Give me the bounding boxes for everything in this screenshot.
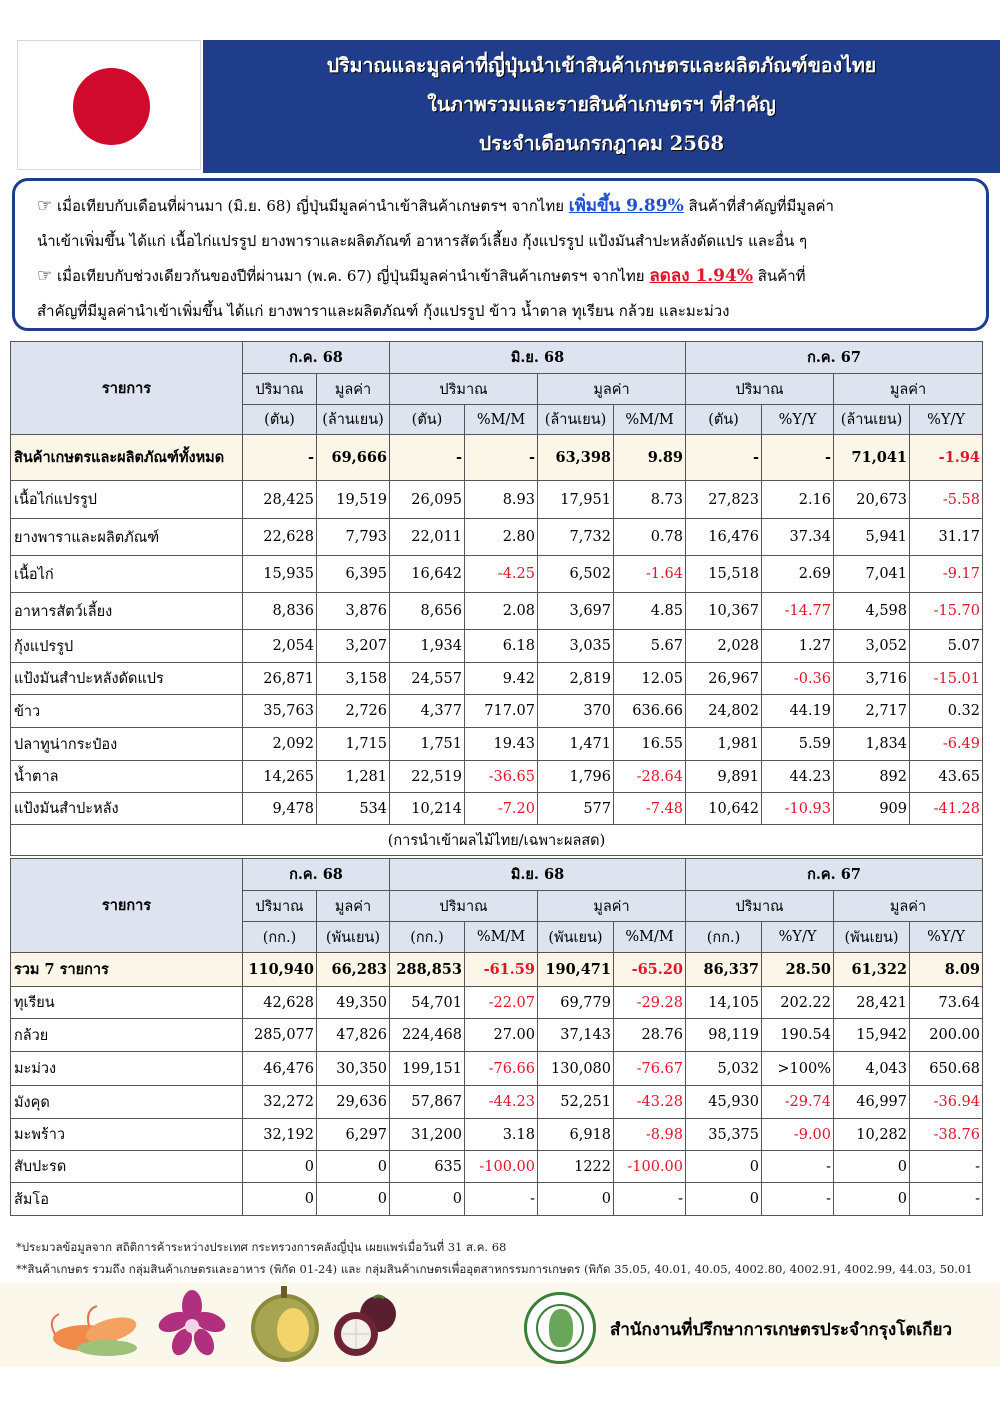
unit-header: (ล้านเยน) bbox=[834, 405, 910, 435]
table-cell: 288,853 bbox=[390, 953, 465, 987]
table-cell: -38.76 bbox=[910, 1119, 983, 1151]
table-cell: 190,471 bbox=[538, 953, 614, 987]
row-label: เนื้อไก่แปรรูป bbox=[11, 481, 243, 519]
table-cell: 22,519 bbox=[390, 761, 465, 793]
table-cell: - bbox=[686, 435, 762, 481]
table-cell: -14.77 bbox=[762, 593, 834, 630]
summary-text: สินค้าที่ bbox=[753, 267, 806, 285]
table-cell: 35,375 bbox=[686, 1119, 762, 1151]
table-cell: -29.74 bbox=[762, 1086, 834, 1119]
table-cell: 86,337 bbox=[686, 953, 762, 987]
table-cell: 19.43 bbox=[465, 728, 538, 761]
table-cell: 3,716 bbox=[834, 663, 910, 695]
table-cell: -22.07 bbox=[465, 987, 538, 1019]
table-cell: 2.69 bbox=[762, 556, 834, 593]
table-cell: 0 bbox=[317, 1151, 390, 1183]
table-row bbox=[11, 481, 983, 519]
column-header-qty: ปริมาณ bbox=[686, 891, 834, 922]
table-cell: 1,715 bbox=[317, 728, 390, 761]
table-cell: 3,697 bbox=[538, 593, 614, 630]
row-label: มังคุด bbox=[11, 1086, 243, 1119]
table-cell: 30,350 bbox=[317, 1052, 390, 1086]
table-cell: 98,119 bbox=[686, 1019, 762, 1052]
row-label: สินค้าเกษตรและผลิตภัณฑ์ทั้งหมด bbox=[11, 435, 243, 481]
row-label: ปลาทูน่ากระป๋อง bbox=[11, 728, 243, 761]
row-label: แป้งมันสำปะหลังดัดแปร bbox=[11, 663, 243, 695]
period-header: มิ.ย. 68 bbox=[390, 342, 686, 374]
table-cell: 27.00 bbox=[465, 1019, 538, 1052]
title-line-1: ปริมาณและมูลค่าที่ญี่ปุ่นนำเข้าสินค้าเกษตรและผลิตภัณฑ์ของไทย bbox=[326, 54, 877, 77]
table-cell: 54,701 bbox=[390, 987, 465, 1019]
table-cell: 69,666 bbox=[317, 435, 390, 481]
table-cell: -61.59 bbox=[465, 953, 538, 987]
table-cell: - bbox=[910, 1151, 983, 1183]
table-cell: 199,151 bbox=[390, 1052, 465, 1086]
table-cell: 3.18 bbox=[465, 1119, 538, 1151]
table-cell: 10,282 bbox=[834, 1119, 910, 1151]
table-cell: 57,867 bbox=[390, 1086, 465, 1119]
unit-header: %M/M bbox=[465, 922, 538, 953]
table-cell: 285,077 bbox=[243, 1019, 317, 1052]
table-cell: 35,763 bbox=[243, 695, 317, 728]
table-row bbox=[11, 1086, 983, 1119]
table-cell: 22,628 bbox=[243, 519, 317, 556]
table-cell: - bbox=[762, 1183, 834, 1216]
table-cell: 1,471 bbox=[538, 728, 614, 761]
table-cell: 10,642 bbox=[686, 793, 762, 825]
table-total-row bbox=[11, 435, 983, 481]
table-cell: 3,035 bbox=[538, 630, 614, 663]
table-cell: 1.27 bbox=[762, 630, 834, 663]
table-cell: 37.34 bbox=[762, 519, 834, 556]
table-cell: 42,628 bbox=[243, 987, 317, 1019]
table-cell: 190.54 bbox=[762, 1019, 834, 1052]
table-cell: 17,951 bbox=[538, 481, 614, 519]
period-header: ก.ค. 68 bbox=[243, 342, 390, 374]
summary-line-4: สำคัญที่มีมูลค่านำเข้าเพิ่มขึ้น ได้แก่ ยางพาราและผลิตภัณฑ์ กุ้งแปรรูป ข้าว น้ำตาล ทุเรียน กล้วย และมะม่วง bbox=[37, 302, 730, 320]
table-cell: 1,934 bbox=[390, 630, 465, 663]
table-row bbox=[11, 793, 983, 825]
table-row bbox=[11, 1052, 983, 1086]
table-cell: 26,095 bbox=[390, 481, 465, 519]
table-cell: 0 bbox=[686, 1151, 762, 1183]
table-cell: -43.28 bbox=[614, 1086, 686, 1119]
table-cell: 892 bbox=[834, 761, 910, 793]
table-cell: 24,802 bbox=[686, 695, 762, 728]
table-row bbox=[11, 663, 983, 695]
table-cell: 20,673 bbox=[834, 481, 910, 519]
row-label: แป้งมันสำปะหลัง bbox=[11, 793, 243, 825]
table-cell: 71,041 bbox=[834, 435, 910, 481]
period-header: ก.ค. 68 bbox=[243, 859, 390, 891]
table-cell: 31.17 bbox=[910, 519, 983, 556]
table-cell: 6,918 bbox=[538, 1119, 614, 1151]
row-label: กล้วย bbox=[11, 1019, 243, 1052]
orchid-icon bbox=[150, 1286, 235, 1362]
decrease-highlight: ลดลง 1.94% bbox=[649, 266, 753, 286]
table-cell: -9.17 bbox=[910, 556, 983, 593]
period-header: ก.ค. 67 bbox=[686, 859, 983, 891]
unit-header: (กก.) bbox=[243, 922, 317, 953]
period-header: มิ.ย. 68 bbox=[390, 859, 686, 891]
row-label: มะพร้าว bbox=[11, 1119, 243, 1151]
footnote-definition: **สินค้าเกษตร รวมถึง กลุ่มสินค้าเกษตรและอาหาร (พิกัด 01-24) และ กลุ่มสินค้าเกษตรเพื่ออุตสาหกรรมการเกษตร (พิกัด 35.05, 40.01, 40.05, 4002.80, 4002.91, 4002.99, 44.03, 50.01 bbox=[16, 1262, 973, 1276]
table-cell: 47,826 bbox=[317, 1019, 390, 1052]
table-cell: 534 bbox=[317, 793, 390, 825]
row-label: ยางพาราและผลิตภัณฑ์ bbox=[11, 519, 243, 556]
table-cell: 46,476 bbox=[243, 1052, 317, 1086]
table-cell: 4,377 bbox=[390, 695, 465, 728]
table-cell: >100% bbox=[762, 1052, 834, 1086]
column-header-value: มูลค่า bbox=[538, 374, 686, 405]
table-cell: 1,751 bbox=[390, 728, 465, 761]
row-label: มะม่วง bbox=[11, 1052, 243, 1086]
table-total-row bbox=[11, 953, 983, 987]
column-header-qty: ปริมาณ bbox=[686, 374, 834, 405]
table-cell: -10.93 bbox=[762, 793, 834, 825]
unit-header: %M/M bbox=[614, 922, 686, 953]
shrimp-icon bbox=[45, 1290, 150, 1362]
table-cell: 130,080 bbox=[538, 1052, 614, 1086]
unit-header: (ล้านเยน) bbox=[538, 405, 614, 435]
table-cell: - bbox=[762, 435, 834, 481]
table-cell: 6,502 bbox=[538, 556, 614, 593]
table-cell: -1.64 bbox=[614, 556, 686, 593]
table-cell: -29.28 bbox=[614, 987, 686, 1019]
table-row bbox=[11, 1119, 983, 1151]
table-cell: 26,871 bbox=[243, 663, 317, 695]
table-cell: 0.32 bbox=[910, 695, 983, 728]
table-cell: 8,656 bbox=[390, 593, 465, 630]
agri-import-table bbox=[10, 341, 983, 856]
table-cell: -15.01 bbox=[910, 663, 983, 695]
table-cell: 12.05 bbox=[614, 663, 686, 695]
unit-header: %Y/Y bbox=[910, 922, 983, 953]
table-cell: 9.42 bbox=[465, 663, 538, 695]
table-cell: -41.28 bbox=[910, 793, 983, 825]
table-cell: -7.48 bbox=[614, 793, 686, 825]
table-cell: 14,265 bbox=[243, 761, 317, 793]
table-cell: 8,836 bbox=[243, 593, 317, 630]
row-label: กุ้งแปรรูป bbox=[11, 630, 243, 663]
row-label: ข้าว bbox=[11, 695, 243, 728]
page-footer bbox=[0, 1282, 1000, 1367]
table-cell: -9.00 bbox=[762, 1119, 834, 1151]
table-cell: 16,642 bbox=[390, 556, 465, 593]
japan-flag-icon bbox=[17, 40, 201, 170]
fruit-section-caption: (การนำเข้าผลไม้ไทย/เฉพาะผลสด) bbox=[11, 825, 983, 856]
table-cell: 2,092 bbox=[243, 728, 317, 761]
table-cell: - bbox=[762, 1151, 834, 1183]
table-cell: 43.65 bbox=[910, 761, 983, 793]
mangosteen-icon bbox=[330, 1292, 410, 1360]
row-label: ส้มโอ bbox=[11, 1183, 243, 1216]
table-row bbox=[11, 695, 983, 728]
table-cell: 5,941 bbox=[834, 519, 910, 556]
table-cell: 5.07 bbox=[910, 630, 983, 663]
summary-line-1 bbox=[37, 189, 976, 224]
table-cell: 49,350 bbox=[317, 987, 390, 1019]
table-cell: - bbox=[243, 435, 317, 481]
table-cell: 0 bbox=[243, 1183, 317, 1216]
table-cell: 28.50 bbox=[762, 953, 834, 987]
table-cell: 22,011 bbox=[390, 519, 465, 556]
table-cell: 7,041 bbox=[834, 556, 910, 593]
table-cell: 9,891 bbox=[686, 761, 762, 793]
table-cell: 0 bbox=[686, 1183, 762, 1216]
table-cell: 15,935 bbox=[243, 556, 317, 593]
table-cell: -7.20 bbox=[465, 793, 538, 825]
table-cell: -15.70 bbox=[910, 593, 983, 630]
table-cell: 16,476 bbox=[686, 519, 762, 556]
table-cell: 3,052 bbox=[834, 630, 910, 663]
row-label: น้ำตาล bbox=[11, 761, 243, 793]
table-cell: 370 bbox=[538, 695, 614, 728]
table-cell: 6,395 bbox=[317, 556, 390, 593]
table-cell: 2,819 bbox=[538, 663, 614, 695]
table-cell: 9.89 bbox=[614, 435, 686, 481]
column-header-value: มูลค่า bbox=[317, 891, 390, 922]
table-cell: - bbox=[390, 435, 465, 481]
table-cell: 10,367 bbox=[686, 593, 762, 630]
table-cell: 8.09 bbox=[910, 953, 983, 987]
table-row bbox=[11, 987, 983, 1019]
table-row bbox=[11, 593, 983, 630]
table-cell: 2.08 bbox=[465, 593, 538, 630]
table-cell: 15,942 bbox=[834, 1019, 910, 1052]
summary-line-2: นำเข้าเพิ่มขึ้น ได้แก่ เนื้อไก่แปรรูป ยางพาราและผลิตภัณฑ์ อาหารสัตว์เลี้ยง กุ้งแปรรูป แป้งมันสำปะหลังดัดแปร และอื่น ๆ bbox=[37, 232, 808, 250]
table-cell: 28,421 bbox=[834, 987, 910, 1019]
unit-header: (ตัน) bbox=[390, 405, 465, 435]
table-cell: 110,940 bbox=[243, 953, 317, 987]
unit-header: (กก.) bbox=[390, 922, 465, 953]
title-banner bbox=[203, 40, 1000, 173]
table-cell: -44.23 bbox=[465, 1086, 538, 1119]
table-cell: 9,478 bbox=[243, 793, 317, 825]
table-cell: 32,272 bbox=[243, 1086, 317, 1119]
column-header-item: รายการ bbox=[11, 859, 243, 953]
period-header: ก.ค. 67 bbox=[686, 342, 983, 374]
table-row bbox=[11, 1183, 983, 1216]
table-cell: 19,519 bbox=[317, 481, 390, 519]
column-header-qty: ปริมาณ bbox=[243, 891, 317, 922]
table-cell: 14,105 bbox=[686, 987, 762, 1019]
table-row bbox=[11, 630, 983, 663]
table-cell: 31,200 bbox=[390, 1119, 465, 1151]
table-cell: 200.00 bbox=[910, 1019, 983, 1052]
table-cell: 0 bbox=[834, 1183, 910, 1216]
table-cell: -28.64 bbox=[614, 761, 686, 793]
table-cell: 46,997 bbox=[834, 1086, 910, 1119]
unit-header: (พันเยน) bbox=[538, 922, 614, 953]
table-cell: 15,518 bbox=[686, 556, 762, 593]
table-cell: - bbox=[465, 435, 538, 481]
table-cell: -76.67 bbox=[614, 1052, 686, 1086]
fruit-import-table bbox=[10, 858, 983, 1216]
table-cell: -8.98 bbox=[614, 1119, 686, 1151]
table-cell: 4,598 bbox=[834, 593, 910, 630]
table-cell: 0 bbox=[317, 1183, 390, 1216]
row-label: อาหารสัตว์เลี้ยง bbox=[11, 593, 243, 630]
table-cell: 1222 bbox=[538, 1151, 614, 1183]
table-cell: 1,796 bbox=[538, 761, 614, 793]
table-cell: 69,779 bbox=[538, 987, 614, 1019]
table-cell: -36.94 bbox=[910, 1086, 983, 1119]
summary-box bbox=[12, 178, 989, 331]
row-label: เนื้อไก่ bbox=[11, 556, 243, 593]
unit-header: (ตัน) bbox=[686, 405, 762, 435]
table-row bbox=[11, 556, 983, 593]
table-cell: -76.66 bbox=[465, 1052, 538, 1086]
summary-line-3 bbox=[37, 259, 976, 294]
table-cell: -1.94 bbox=[910, 435, 983, 481]
summary-text: เมื่อเทียบกับเดือนที่ผ่านมา (มิ.ย. 68) ญี่ปุ่นมีมูลค่านำเข้าสินค้าเกษตรฯ จากไทย bbox=[52, 197, 569, 215]
table-cell: 29,636 bbox=[317, 1086, 390, 1119]
table-row bbox=[11, 761, 983, 793]
table-cell: 44.23 bbox=[762, 761, 834, 793]
table-cell: 37,143 bbox=[538, 1019, 614, 1052]
table-cell: 27,823 bbox=[686, 481, 762, 519]
title-line-2: ในภาพรวมและรายสินค้าเกษตรฯ ที่สำคัญ bbox=[427, 93, 776, 116]
table-cell: 8.93 bbox=[465, 481, 538, 519]
title-line-3: ประจำเดือนกรกฎาคม 2568 bbox=[478, 132, 725, 155]
unit-header: %Y/Y bbox=[762, 405, 834, 435]
table-cell: 52,251 bbox=[538, 1086, 614, 1119]
column-header-value: มูลค่า bbox=[317, 374, 390, 405]
table-row bbox=[11, 1019, 983, 1052]
table-row bbox=[11, 1151, 983, 1183]
table-cell: 26,967 bbox=[686, 663, 762, 695]
unit-header: %Y/Y bbox=[910, 405, 983, 435]
table-cell: 61,322 bbox=[834, 953, 910, 987]
table-cell: 650.68 bbox=[910, 1052, 983, 1086]
table-cell: -65.20 bbox=[614, 953, 686, 987]
table-cell: 2.80 bbox=[465, 519, 538, 556]
row-label: สับปะรด bbox=[11, 1151, 243, 1183]
table-cell: 7,793 bbox=[317, 519, 390, 556]
unit-header: (พันเยน) bbox=[834, 922, 910, 953]
column-header-value: มูลค่า bbox=[834, 891, 983, 922]
table-cell: 717.07 bbox=[465, 695, 538, 728]
table-cell: 10,214 bbox=[390, 793, 465, 825]
table-cell: 2,726 bbox=[317, 695, 390, 728]
unit-header: %M/M bbox=[465, 405, 538, 435]
unit-header: (พันเยน) bbox=[317, 922, 390, 953]
table-cell: 5.59 bbox=[762, 728, 834, 761]
table-cell: 224,468 bbox=[390, 1019, 465, 1052]
table-cell: 16.55 bbox=[614, 728, 686, 761]
table-cell: - bbox=[465, 1183, 538, 1216]
table-cell: 8.73 bbox=[614, 481, 686, 519]
table-cell: 1,834 bbox=[834, 728, 910, 761]
page-header bbox=[0, 40, 1000, 173]
table-cell: 66,283 bbox=[317, 953, 390, 987]
table-cell: 0 bbox=[538, 1183, 614, 1216]
table-cell: 1,981 bbox=[686, 728, 762, 761]
row-label: ทุเรียน bbox=[11, 987, 243, 1019]
unit-header: (กก.) bbox=[686, 922, 762, 953]
row-label: รวม 7 รายการ bbox=[11, 953, 243, 987]
table-cell: 909 bbox=[834, 793, 910, 825]
unit-header: (ล้านเยน) bbox=[317, 405, 390, 435]
column-header-qty: ปริมาณ bbox=[390, 374, 538, 405]
table-cell: 3,876 bbox=[317, 593, 390, 630]
table-cell: -100.00 bbox=[614, 1151, 686, 1183]
table-cell: 636.66 bbox=[614, 695, 686, 728]
footnote-source: *ประมวลข้อมูลจาก สถิติการค้าระหว่างประเทศ กระทรวงการคลังญี่ปุ่น เผยแพร่เมื่อวันที่ 31 ส.ค. 68 bbox=[16, 1240, 507, 1254]
table-cell: 2.16 bbox=[762, 481, 834, 519]
table-cell: 0 bbox=[834, 1151, 910, 1183]
table-cell: 5,032 bbox=[686, 1052, 762, 1086]
table-cell: 28.76 bbox=[614, 1019, 686, 1052]
table-cell: 0 bbox=[243, 1151, 317, 1183]
table-cell: -36.65 bbox=[465, 761, 538, 793]
table-cell: 63,398 bbox=[538, 435, 614, 481]
unit-header: %M/M bbox=[614, 405, 686, 435]
column-header-qty: ปริมาณ bbox=[243, 374, 317, 405]
table-cell: 6.18 bbox=[465, 630, 538, 663]
office-name: สำนักงานที่ปรึกษาการเกษตรประจำกรุงโตเกียว bbox=[610, 1320, 952, 1340]
table-cell: 5.67 bbox=[614, 630, 686, 663]
table-cell: 2,717 bbox=[834, 695, 910, 728]
table-cell: 202.22 bbox=[762, 987, 834, 1019]
table-cell: -0.36 bbox=[762, 663, 834, 695]
table-cell: 635 bbox=[390, 1151, 465, 1183]
table-cell: 2,028 bbox=[686, 630, 762, 663]
table-cell: 44.19 bbox=[762, 695, 834, 728]
table-cell: -6.49 bbox=[910, 728, 983, 761]
pointing-hand-icon: ☞ bbox=[37, 266, 53, 286]
table-row bbox=[11, 519, 983, 556]
table-cell: - bbox=[910, 1183, 983, 1216]
table-cell: 32,192 bbox=[243, 1119, 317, 1151]
table-cell: 6,297 bbox=[317, 1119, 390, 1151]
table-cell: 0.78 bbox=[614, 519, 686, 556]
table-cell: 28,425 bbox=[243, 481, 317, 519]
table-cell: -100.00 bbox=[465, 1151, 538, 1183]
table-cell: 577 bbox=[538, 793, 614, 825]
table-cell: -5.58 bbox=[910, 481, 983, 519]
table-cell: 4,043 bbox=[834, 1052, 910, 1086]
pointing-hand-icon: ☞ bbox=[37, 196, 53, 216]
table-cell: -4.25 bbox=[465, 556, 538, 593]
table-cell: 45,930 bbox=[686, 1086, 762, 1119]
table-cell: 3,207 bbox=[317, 630, 390, 663]
unit-header: %Y/Y bbox=[762, 922, 834, 953]
table-cell: 73.64 bbox=[910, 987, 983, 1019]
table-cell: 3,158 bbox=[317, 663, 390, 695]
column-header-qty: ปริมาณ bbox=[390, 891, 538, 922]
column-header-value: มูลค่า bbox=[538, 891, 686, 922]
table-cell: - bbox=[614, 1183, 686, 1216]
increase-highlight: เพิ่มขึ้น 9.89% bbox=[568, 196, 684, 216]
summary-text: สินค้าที่สำคัญที่มีมูลค่า bbox=[683, 197, 834, 215]
table-cell: 4.85 bbox=[614, 593, 686, 630]
table-cell: 7,732 bbox=[538, 519, 614, 556]
table-row bbox=[11, 728, 983, 761]
column-header-value: มูลค่า bbox=[834, 374, 983, 405]
durian-icon bbox=[243, 1284, 328, 1366]
table-cell: 0 bbox=[390, 1183, 465, 1216]
unit-header: (ตัน) bbox=[243, 405, 317, 435]
column-header-item: รายการ bbox=[11, 342, 243, 435]
summary-text: เมื่อเทียบกับช่วงเดียวกันของปีที่ผ่านมา (พ.ค. 67) ญี่ปุ่นมีมูลค่านำเข้าสินค้าเกษตรฯ จากไทย bbox=[52, 267, 650, 285]
table-cell: 1,281 bbox=[317, 761, 390, 793]
table-cell: 2,054 bbox=[243, 630, 317, 663]
table-cell: 24,557 bbox=[390, 663, 465, 695]
office-seal-logo bbox=[524, 1292, 596, 1364]
